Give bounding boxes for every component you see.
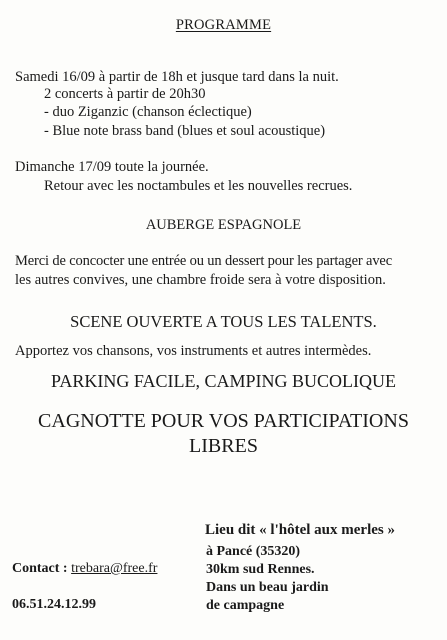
samedi-concert-1: - duo Ziganzic (chanson éclectique) [44, 104, 252, 120]
contact-phone: 06.51.24.12.99 [12, 597, 96, 612]
scene-line-1: Apportez vos chansons, vos instruments et autres intermèdes. [15, 343, 372, 359]
contact-label: Contact : [12, 561, 72, 576]
lieu-line-3: 30km sud Rennes. [206, 562, 315, 577]
lieu-line-2: à Pancé (35320) [206, 544, 301, 559]
lieu-line-4: Dans un beau jardin [206, 580, 329, 595]
contact-line [12, 562, 157, 576]
samedi-line-1: Samedi 16/09 à partir de 18h et jusque tard dans la nuit. [15, 69, 339, 85]
auberge-line-2: les autres convives, une chambre froide sera à votre disposition. [15, 272, 386, 288]
auberge-line-1: Merci de concocter une entrée ou un dessert pour les partager avec [15, 253, 392, 269]
parking-heading: PARKING FACILE, CAMPING BUCOLIQUE [50, 371, 397, 391]
scene-heading: SCENE OUVERTE A TOUS LES TALENTS. [70, 312, 377, 331]
samedi-concerts: 2 concerts à partir de 20h30 [44, 86, 206, 102]
dimanche-line-1: Dimanche 17/09 toute la journée. [15, 159, 209, 175]
programme-title: PROGRAMME [175, 17, 272, 33]
lieu-line-5: de campagne [206, 598, 285, 613]
lieu-line-1: Lieu dit « l'hôtel aux merles » [205, 522, 395, 538]
samedi-concert-2: - Blue note brass band (blues et soul acoustique) [44, 123, 326, 139]
contact-email-link[interactable]: trebara@free.fr [71, 561, 158, 576]
auberge-heading: AUBERGE ESPAGNOLE [145, 217, 302, 233]
cagnotte-line-2: LIBRES [189, 435, 258, 457]
dimanche-line-2: Retour avec les noctambules et les nouvelles recrues. [44, 178, 353, 194]
cagnotte-line-1: CAGNOTTE POUR VOS PARTICIPATIONS [38, 410, 409, 432]
